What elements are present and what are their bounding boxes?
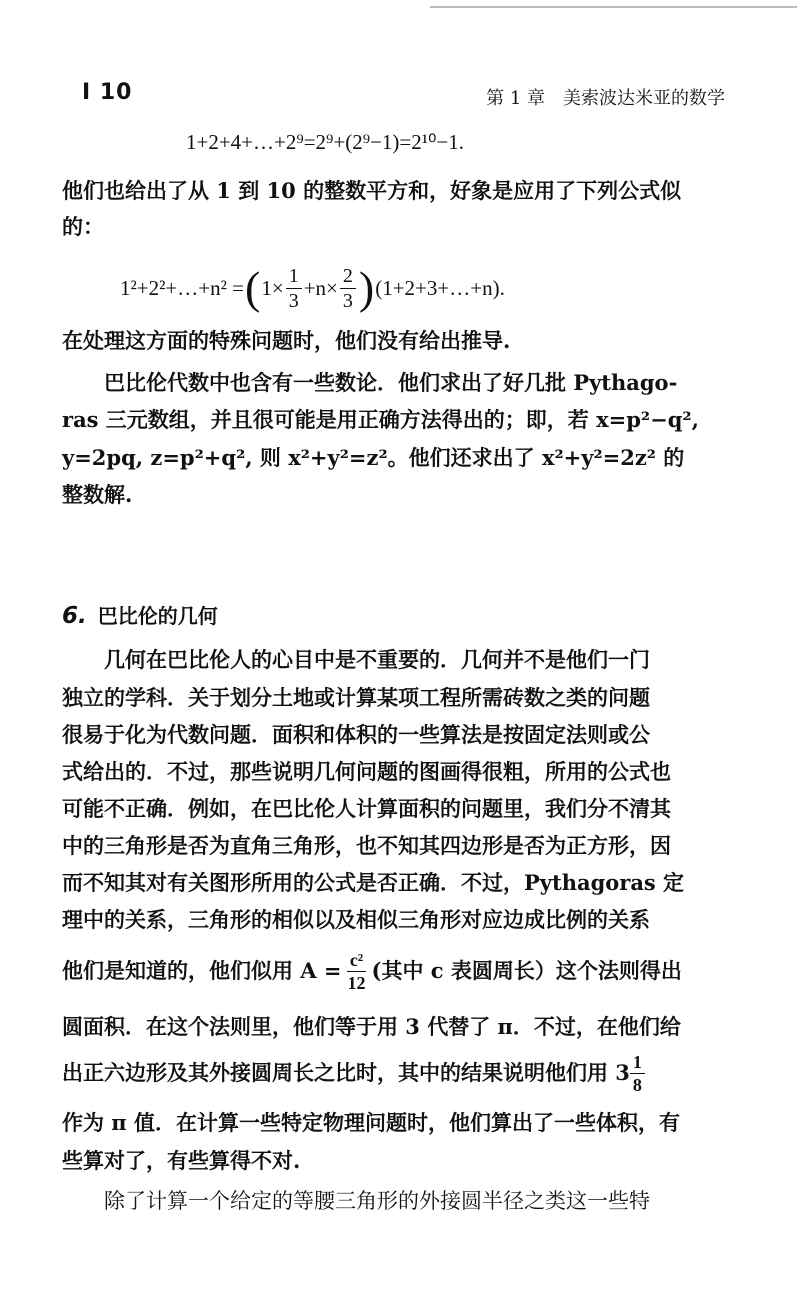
section-number: 6.	[62, 603, 87, 629]
eq2-frac2-den: 3	[342, 289, 353, 312]
eq2-frac2	[340, 266, 356, 311]
para3-line3: y=2pq, z=p²+q², 则 x²+y²=z²。他们还求出了 x²+y²=2z² 的	[62, 445, 685, 470]
pi-value-fraction	[630, 1053, 645, 1094]
para4-line12: 作为 π 值．在计算一些特定物理问题时，他们算出了一些体积，有	[62, 1110, 680, 1135]
eq2-close-paren: )	[358, 262, 375, 313]
para4-line13: 些算对了，有些算得不对.	[62, 1148, 301, 1173]
para4-line11-a: 出正六边形及其外接圆周长之比时，其中的结果说明他们用 3	[62, 1060, 630, 1085]
running-head: 第 1 章 美索波达米亚的数学	[486, 88, 725, 109]
eq2-term2: +n×	[303, 275, 338, 300]
para4-line1: 几何在巴比伦人的心目中是不重要的．几何并不是他们一门	[104, 647, 650, 672]
eq2-frac1-den: 3	[288, 289, 299, 312]
para4-line9-a: 他们是知道的，他们似用 A =	[62, 958, 342, 983]
para4-line2: 独立的学科．关于划分土地或计算某项工程所需砖数之类的问题	[62, 685, 650, 710]
circle-area-frac-den: 12	[347, 972, 366, 993]
eq2-frac1	[286, 266, 302, 311]
para3-line2: ras 三元数组，并且很可能是用正确方法得出的；即，若 x=p²−q²,	[62, 407, 699, 432]
para4-line9	[62, 946, 730, 996]
circle-area-frac-num: c²	[347, 951, 366, 972]
para2: 在处理这方面的特殊问题时，他们没有给出推导.	[62, 328, 511, 353]
para1-line2: 的：	[62, 214, 104, 239]
pi-frac-den: 8	[632, 1074, 642, 1095]
eq2-open-paren: (	[245, 262, 261, 313]
para4-line6: 中的三角形是否为直角三角形，也不知其四边形是否为正方形，因	[62, 833, 671, 858]
para4-line10: 圆面积．在这个法则里，他们等于用 3 代替了 π．不过，在他们给	[62, 1014, 681, 1039]
page-number: I 10	[82, 80, 133, 105]
section-heading	[62, 600, 218, 629]
equation-sum-of-squares	[120, 260, 505, 316]
para4-line4: 式给出的．不过，那些说明几何问题的图画得很粗，所用的公式也	[62, 759, 671, 784]
para3-line1: 巴比伦代数中也含有一些数论．他们求出了好几批 Pythago-	[104, 370, 678, 395]
eq2-rhs: (1+2+3+…+n).	[375, 275, 505, 300]
para4-line3: 很易于化为代数问题．面积和体积的一些算法是按固定法则或公	[62, 722, 650, 747]
para4-line9-b: (其中 c 表圆周长）这个法则得出	[371, 958, 682, 983]
para1-line1: 他们也给出了从 1 到 10 的整数平方和，好象是应用了下列公式似	[62, 178, 682, 203]
top-rule	[430, 6, 797, 8]
section-title: 巴比伦的几何	[97, 604, 218, 628]
circle-area-fraction	[345, 951, 369, 992]
eq2-lhs: 1²+2²+…+n² =	[120, 275, 245, 300]
para4-line8: 理中的关系，三角形的相似以及相似三角形对应边成比例的关系	[62, 907, 650, 932]
para4-line7: 而不知其对有关图形所用的公式是否正确．不过，Pythagoras 定	[62, 870, 685, 895]
para5-line1: 除了计算一个给定的等腰三角形的外接圆半径之类这一些特	[104, 1189, 650, 1213]
eq2-frac1-num: 1	[286, 266, 302, 289]
equation-powers-of-two: 1+2+4+…+2⁹=2⁹+(2⁹−1)=2¹⁰−1.	[186, 130, 465, 154]
para4-line5: 可能不正确．例如，在巴比伦人计算面积的问题里，我们分不清其	[62, 796, 671, 821]
eq2-frac2-num: 2	[340, 266, 356, 289]
pi-frac-num: 1	[630, 1053, 645, 1074]
para4-line11	[62, 1048, 730, 1098]
eq2-term1: 1×	[261, 275, 284, 300]
para3-line4: 整数解.	[62, 482, 133, 507]
